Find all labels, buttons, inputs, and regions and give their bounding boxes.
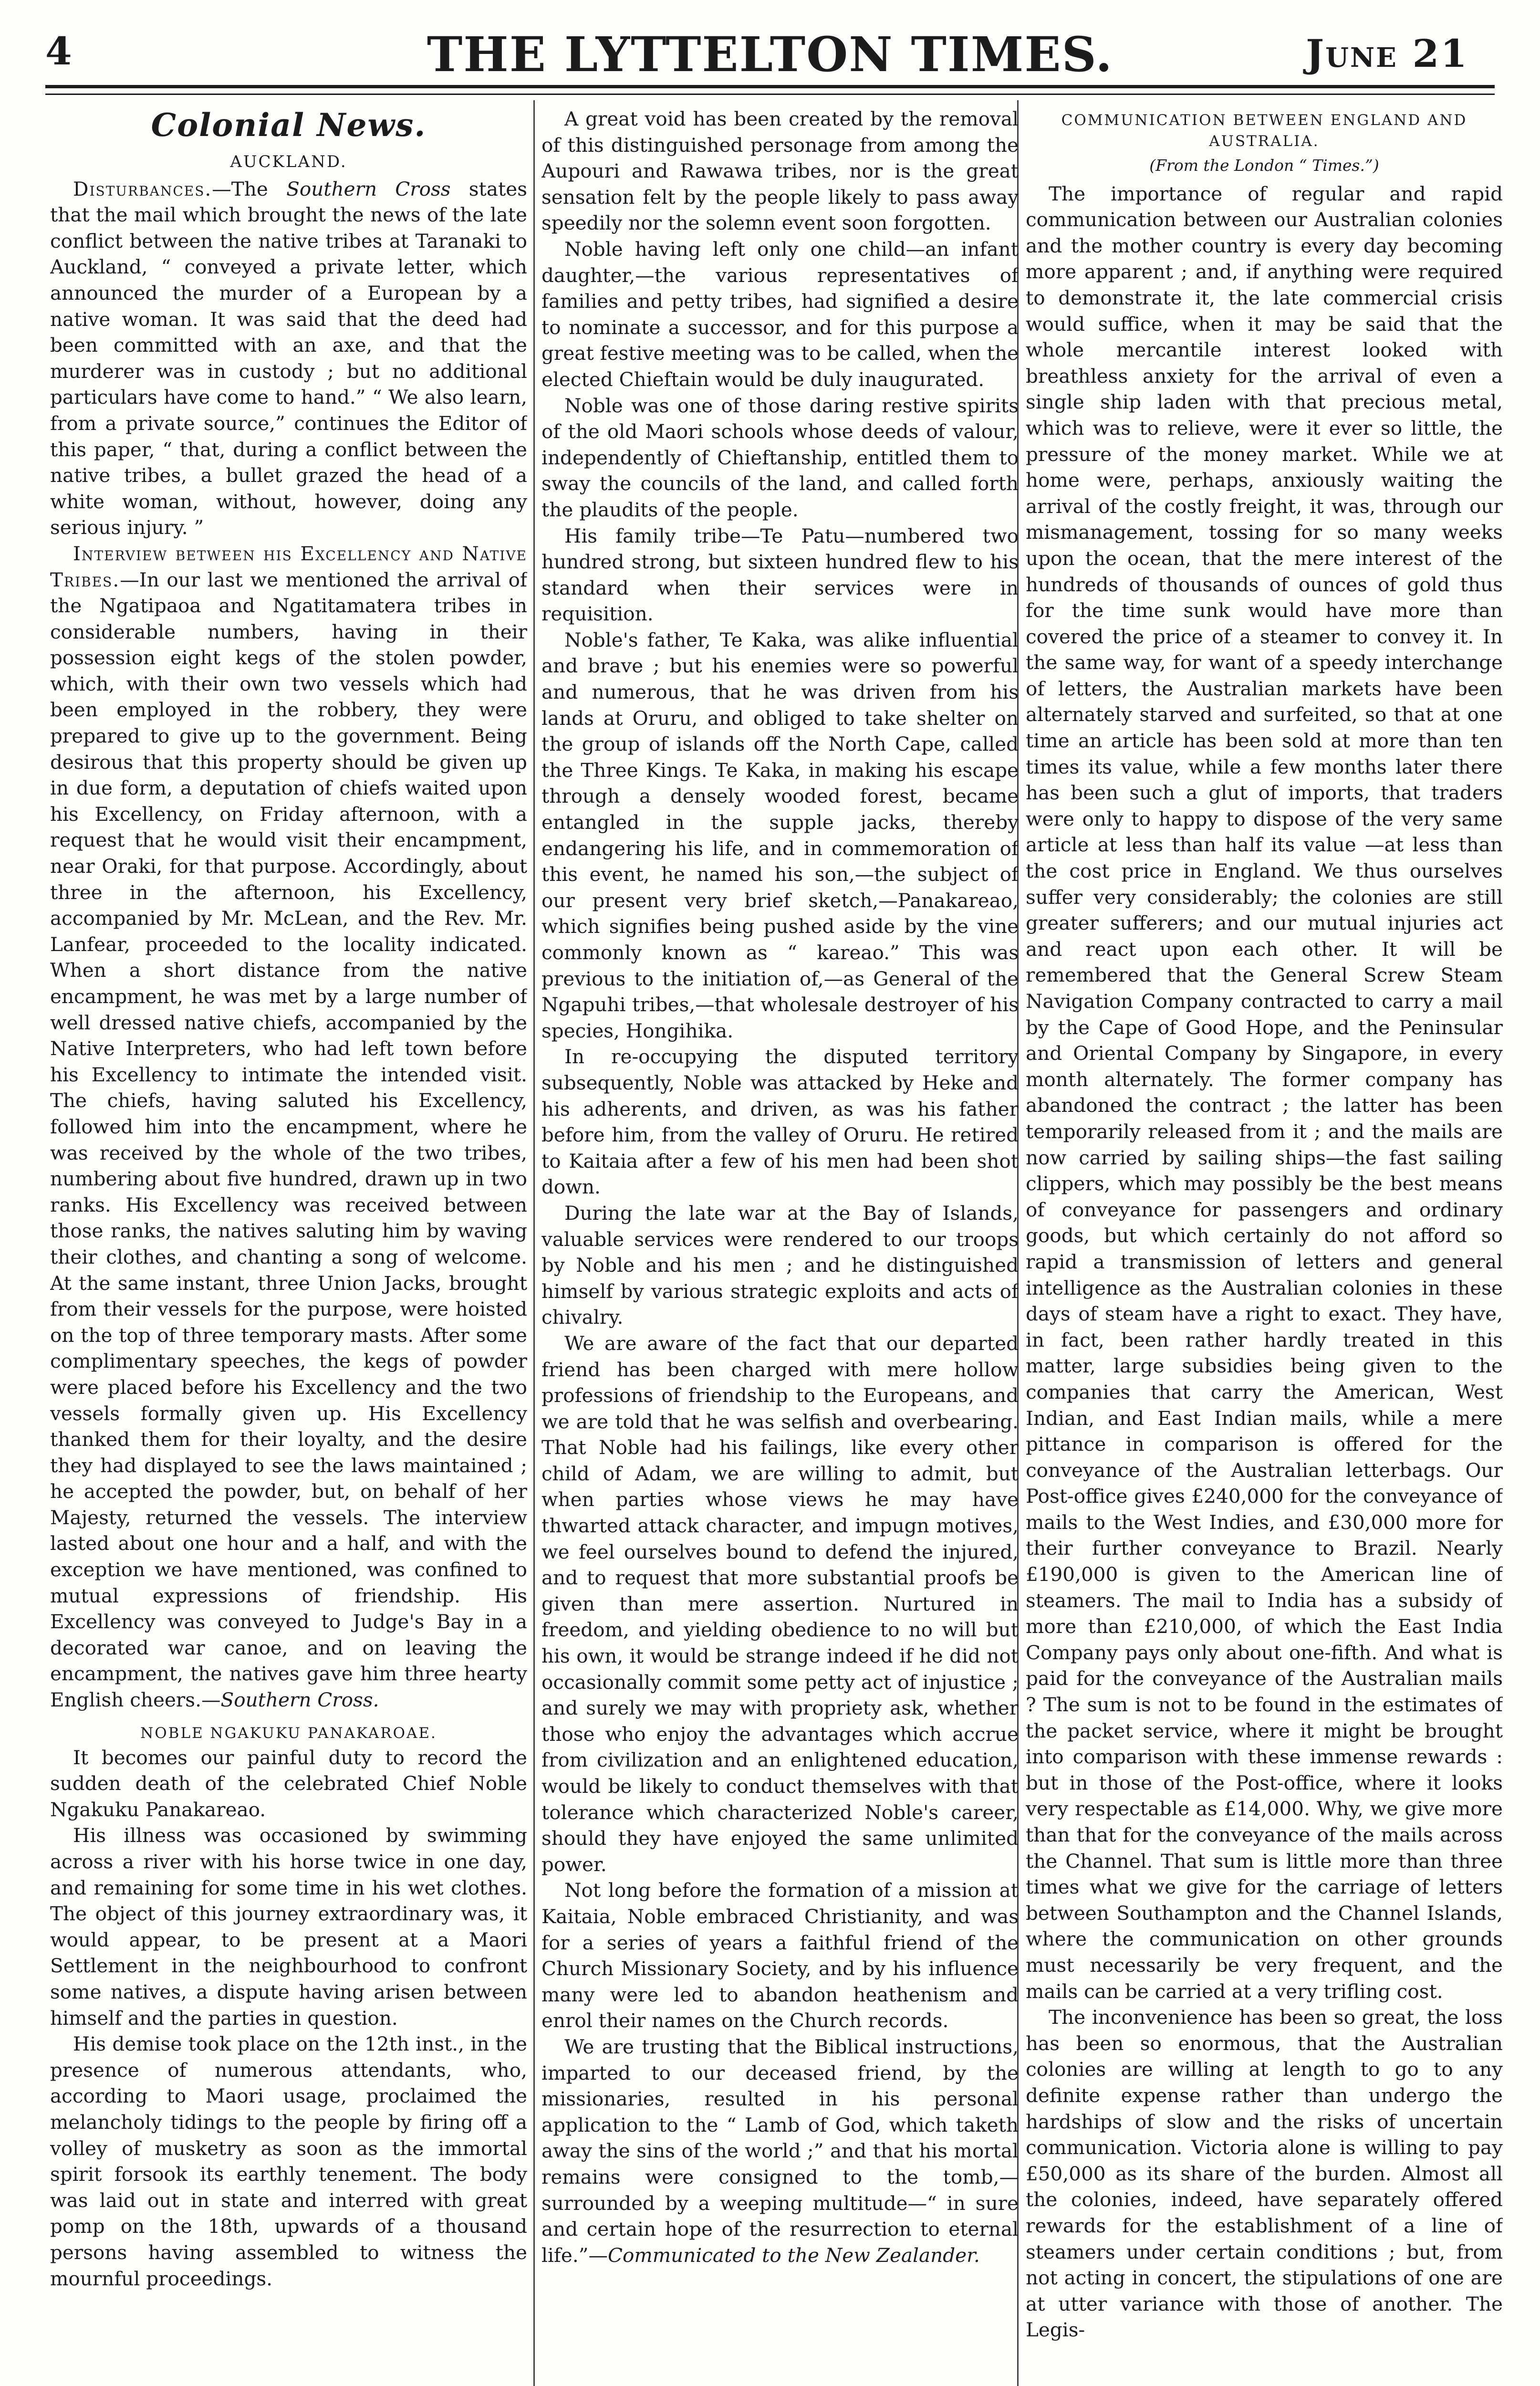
issue-date: June 21: [1306, 31, 1468, 76]
article-source: (From the London “ Times.”): [1149, 156, 1379, 175]
column-2: [541, 106, 1019, 2386]
article-paragraph: [50, 176, 527, 541]
paragraph-text: We are trusting that the Biblical instructions, imparted to our deceased friend, by the missionaries, resulted in his personal application to the “ Lamb of God, which taketh away the sins of the world ;” and that his mortal remains were consigned to the tomb,—surrounded by a weeping multitude—“ in sure and certain hope of the resurrection to eternal life.”—: [541, 2035, 1019, 2267]
section-heading: Colonial News.: [151, 106, 427, 144]
article-paragraph: We are aware of the fact that our departed friend has been charged with mere hollow professions of friendship to the Europeans, and we are told that he was selfish and overbearing. That Noble had his failings, like every other child of Adam, we are willing to admit, but when parties whose views he may have thwarted attack character, and impugn motives, we feel ourselves bound to defend the injured, and to request that more substantial proofs be given than mere assertion. Nurtured in freedom, and yielding obedience to no will but his own, it would be strange indeed if he did not occasionally commit some petty act of injustice ; and surely we may with propriety ask, whether those who enjoy the advantages which accrue from civilization and an enlightened education, would be likely to conduct themselves with that tolerance which characterized Noble's career, should they have enjoyed the same unlimited power.: [541, 1331, 1019, 1876]
newspaper-title: THE LYTTELTON TIMES.: [427, 26, 1113, 83]
paragraph-text: states that the mail which brought the news of the late conflict between the native tribes at Taranaki to Auckland, “ conveyed a private letter, which announced the murder of a European by a native woman. It was said that the deed had been committed with an axe, and that the murderer was in custody ; but no additional particulars have come to hand.” “ We also learn, from a private source,” continues the Editor of this paper, “ that, during a conflict between the native tribes, a bullet grazed the head of a white woman, without, however, doing any serious injury. ”: [50, 177, 527, 539]
article-paragraph: Not long before the formation of a mission at Kaitaia, Noble embraced Christianity, and was for a series of years a faithful friend of the Church Missionary Society, and by his influence many were led to abandon heathenism and enrol their names on the Church records.: [541, 1879, 1019, 2032]
subheading-auckland: AUCKLAND.: [230, 152, 347, 171]
article-paragraph: Noble having left only one child—an infant daughter,—the various representatives of families and petty tribes, had signified a desire to nominate a successor, and for this purpose a great festive meeting was to be called, when the elected Chieftain would be duly inaugurated.: [541, 237, 1019, 391]
article-paragraph: A great void has been created by the removal of this distinguished personage from among the Aupouri and Rawawa tribes, nor is the great sensation felt by the people likely to pass away speedily nor the solemn event soon forgotten.: [541, 107, 1019, 235]
article-heading: COMMUNICATION BETWEEN ENGLAND AND AUSTRALIA.: [1061, 112, 1467, 150]
masthead: [0, 0, 1540, 95]
source-citation: Communicated to the New Zealander.: [607, 2243, 980, 2267]
article-paragraph: His demise took place on the 12th inst., in the presence of numerous attendants, who, according to Maori usage, proclaimed the melancholy tidings to the people by firing off a volley of musketry as soon as the immortal spirit forsook its earthly tenement. The body was laid out in state and interred with great pomp on the 18th, upwards of a thousand persons having assembled to witness the mournful proceedings.: [50, 2032, 527, 2290]
article-paragraph: The inconvenience has been so great, the loss has been so enormous, that the Australian colonies are willing at length to go to any definite expense rather than undergo the hardships of slow and the risks of uncertain communication. Victoria alone is willing to pay £50,000 as its share of the burden. Almost all the colonies, indeed, have separately offered rewards for the establishment of a line of steamers under certain conditions ; but, from not acting in concert, the stipulations of one are at utter variance with those of another. The Legis-: [1026, 2006, 1503, 2342]
article-paragraph: His illness was occasioned by swimming across a river with his horse twice in one day, and remaining for some time in his wet clothes. The object of this journey extraordinary was, it would appear, to be present at a Maori Settlement in the neighbourhood to confront some natives, a dispute having arisen between himself and the parties in question.: [50, 1824, 527, 2030]
paragraph-text: —In our last we mentioned the arrival of the Ngatipaoa and Ngatitamatera tribes in considerable numbers, having in their possession eight kegs of the stolen powder, which, with their own two vessels which had been employed in the robbery, they were prepared to give up to the government. Being desirous that this property should be given up in due form, a deputation of chiefs waited upon his Excellency, on Friday afternoon, with a request that he would visit their encampment, near Oraki, for that purpose. Accordingly, about three in the afternoon, his Excellency, accompanied by Mr. McLean, and the Rev. Mr. Lanfear, proceeded to the locality indicated. When a short distance from the native encampment, he was met by a large number of well dressed native chiefs, accompanied by the Native Interpreters, who had left town before his Excellency to intimate the intended visit. The chiefs, having saluted his Excellency, followed him into the encampment, where he was received by the whole of the two tribes, numbering about five hundred, drawn up in two ranks. His Excellency was received between those ranks, the natives saluting him by waving their clothes, and chanting a song of welcome. At the same instant, three Union Jacks, brought from their vessels for the purpose, were hoisted on the top of three temporary masts. After some complimentary speeches, the kegs of powder were placed before his Excellency and the two vessels formally given up. His Excellency thanked them for their loyalty, and the desire they had displayed to see the laws maintained ; he accepted the powder, but, on behalf of her Majesty, returned the vessels. The interview lasted about one hour and a half, and with the exception we have mentioned, was confined to mutual expressions of friendship. His Excellency was conveyed to Judge's Bay in a decorated war canoe, and on leaving the encampment, the natives gave him three hearty English cheers.—: [50, 568, 527, 1712]
paragraph-lead: Interview between his Excellency and Native Tribes.: [50, 542, 527, 591]
column-3: [1026, 106, 1503, 2386]
column-1: [50, 106, 527, 2386]
masthead-rule-thin: [45, 94, 1495, 95]
article-paragraph: The importance of regular and rapid communication between our Australian colonies and the mother country is every day becoming more apparent ; and, if anything were required to demonstrate it, the late commercial crisis would suffice, when it may be said that the whole mercantile interest looked with breathless anxiety for the arrival of even a single ship laden with that precious metal, which was to relieve, were it ever so little, the pressure of the money market. While we at home were, perhaps, anxiously waiting the arrival of the costly freight, it was, through our mismanagement, tossing for so many weeks upon the ocean, that the mere interest of the hundreds of thousands of ounces of gold thus for the time sunk would have more than covered the price of a steamer to convey it. In the same way, for want of a speedy interchange of letters, the Australian markets have been alternately starved and surfeited, so that at one time an article has been sold at more than ten times its value, while a few months later there has been such a glut of imports, that traders were only to happy to dispose of the very same article at less than half its value —at less than the cost price in England. We thus ourselves suffer very considerably; the colonies are still greater sufferers; and our mutual injuries act and react upon each other. It will be remembered that the General Screw Steam Navigation Company contracted to carry a mail by the Cape of Good Hope, and the Peninsular and Oriental Company by Singapore, in every month alternately. The former company has abandoned the contract ; the latter has been temporarily released from it ; and the mails are now carried by sailing ships—the fast sailing clippers, which may possibly be the best means of conveyance for passengers and ordinary goods, but which certainly do not afford so rapid a transmission of letters and general intelligence as the Australian colonies in these days of steam have a right to exact. They have, in fact, been rather hardly treated in this matter, large subsidies being given to the companies that carry the American, West Indian, and East Indian mails, while a mere pittance in comparison is offered for the conveyance of the Australian letterbags. Our Post-office gives £240,000 for the conveyance of mails to the West Indies, and £30,000 more for their further conveyance to Brazil. Nearly £190,000 is given to the American line of steamers. The mail to India has a subsidy of more than £210,000, of which the East India Company pays only about one-fifth. And what is paid for the conveyance of the Australian mails ? The sum is not to be found in the estimates of the packet service, where it might be brought into comparison with these immense rewards : but in those of the Post-office, where it looks very respectable as £14,000. Why, we give more than that for the conveyance of the mails across the Channel. That sum is little more than three times what we give for the carriage of letters between Southampton and the Channel Islands, where the communication on other grounds must necessarily be very frequent, and the mails can be carried at a very trifling cost.: [1026, 182, 1503, 2003]
page-number: 4: [45, 29, 72, 73]
obituary-heading: NOBLE NGAKUKU PANAKAROAE.: [140, 1724, 437, 1742]
article-paragraph: It becomes our painful duty to record the sudden death of the celebrated Chief Noble Ngakuku Panakareao.: [50, 1746, 527, 1821]
column-divider: [533, 100, 535, 2386]
paragraph-lead: Disturbances.: [73, 177, 212, 200]
source-citation: Southern Cross.: [220, 1688, 379, 1712]
masthead-rule-thick: [45, 85, 1495, 88]
article-paragraph: In re-occupying the disputed territory subsequently, Noble was attacked by Heke and his adherents, and driven, as was his father before him, from the valley of Oruru. He retired to Kaitaia after a few of his men had been shot down.: [541, 1045, 1019, 1199]
article-paragraph: During the late war at the Bay of Islands, valuable services were rendered to our troops by Noble and his men ; and he distinguished himself by various strategic exploits and acts of chivalry.: [541, 1201, 1019, 1329]
article-paragraph: [541, 2034, 1019, 2268]
article-paragraph: [50, 541, 527, 1713]
source-citation: Southern Cross: [286, 177, 451, 200]
article-paragraph: Noble was one of those daring restive spirits of the old Maori schools whose deeds of valour, independently of Chieftanship, entitled them to sway the councils of the land, and called forth the plaudits of the people.: [541, 394, 1019, 521]
article-paragraph: Noble's father, Te Kaka, was alike influential and brave ; but his enemies were so powerful and numerous, that he was driven from his lands at Oruru, and obliged to take shelter on the group of islands off the North Cape, called the Three Kings. Te Kaka, in making his escape through a densely wooded forest, became entangled in the supple jacks, thereby endangering his life, and in commemoration of this event, he named his son,—the subject of our present very brief sketch,—Panakareao, which signifies being pushed aside by the vine commonly known as “ kareao.” This was previous to the initiation of,—as General of the Ngapuhi tribes,—that wholesale destroyer of his species, Hongihika.: [541, 628, 1019, 1042]
paragraph-dash: —The: [212, 177, 287, 200]
article-paragraph: His family tribe—Te Patu—numbered two hundred strong, but sixteen hundred flew to his standard when their services were in requisition.: [541, 524, 1019, 626]
